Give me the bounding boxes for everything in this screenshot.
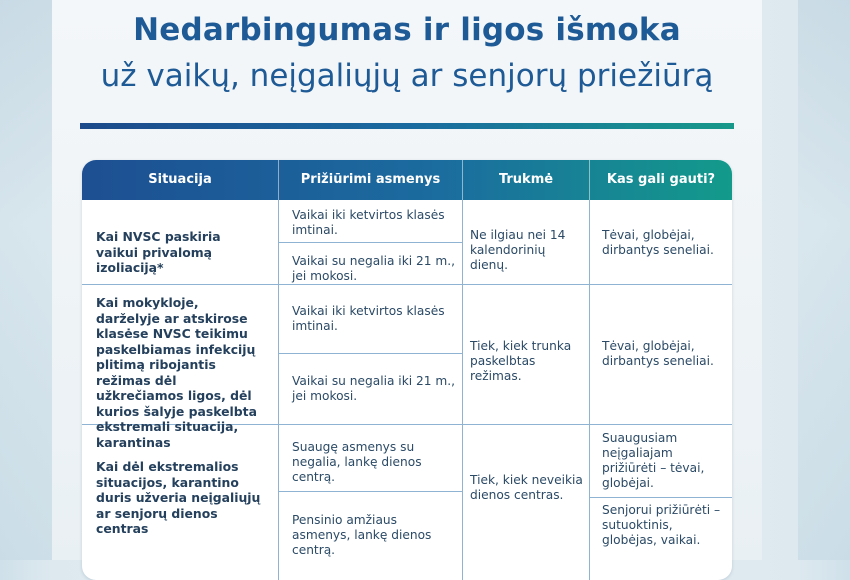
header-persons: Prižiūrimi asmenys — [300, 172, 441, 187]
sub-row-divider — [278, 491, 462, 492]
header-divider — [278, 160, 279, 200]
sub-row-divider — [278, 242, 462, 243]
row1-person-1: Vaikai iki ketvirtos klasės imtinai. — [292, 208, 445, 237]
header-divider — [589, 160, 590, 200]
row3-person-2: Pensinio amžiaus asmenys, lankę dienos centrą. — [292, 513, 432, 557]
row2-duration: Tiek, kiek trunka paskelbtas režimas. — [470, 339, 572, 383]
infographic-card — [52, 0, 762, 560]
title-line-1: Nedarbingumas ir ligos išmoka — [133, 12, 681, 48]
sub-row-divider — [278, 353, 462, 354]
row1-duration: Ne ilgiau nei 14 kalendorinių dienų. — [470, 228, 566, 272]
row1-eligible: Tėvai, globėjai, dirbantys seneliai. — [602, 228, 714, 257]
benefits-table — [82, 160, 732, 580]
row2-person-1: Vaikai iki ketvirtos klasės imtinai. — [292, 304, 445, 333]
header-eligible: Kas gali gauti? — [606, 172, 716, 187]
row1-person-2: Vaikai su negalia iki 21 m., jei mokosi. — [292, 254, 456, 283]
table-header — [82, 160, 732, 200]
column-divider — [589, 200, 590, 580]
row3-eligible-1: Suaugusiam neįgaliajam prižiūrėti – tėvai, globėjai. — [602, 431, 705, 490]
title-divider — [80, 123, 734, 129]
row3-situation: Kai dėl ekstremalios situacijos, karantino duris užveria neįgaliųjų ar senjorų dienos centras — [96, 459, 261, 536]
row1-situation: Kai NVSC paskiria vaikui privalomą izoliaciją* — [96, 229, 221, 275]
row-divider — [82, 284, 732, 285]
row3-duration: Tiek, kiek neveikia dienos centras. — [470, 473, 583, 502]
header-situation: Situacija — [148, 172, 212, 187]
background-blur-left — [0, 0, 52, 560]
row3-eligible-2: Senjorui prižiūrėti – sutuoktinis, globėjas, vaikai. — [602, 503, 721, 547]
sub-row-divider — [589, 497, 732, 498]
column-divider — [278, 200, 279, 580]
header-duration: Trukmė — [498, 172, 554, 187]
row2-situation: Kai mokykloje, darželyje ar atskirose klasėse NVSC teikimu paskelbiamas infekcijų plitimą ribojantis režimas dėl užkrečiamos ligos, dėl kurios šalyje paskelbta ekstremali situacija, karantinas — [96, 295, 257, 450]
row3-person-1: Suaugę asmenys su negalia, lankę dienos centrą. — [292, 440, 422, 484]
background-blur-right — [798, 0, 850, 560]
row2-eligible: Tėvai, globėjai, dirbantys seneliai. — [602, 339, 714, 368]
row2-person-2: Vaikai su negalia iki 21 m., jei mokosi. — [292, 374, 456, 403]
column-divider — [462, 200, 463, 580]
header-divider — [462, 160, 463, 200]
title-line-2: už vaikų, neįgaliųjų ar senjorų priežiūrą — [100, 58, 714, 94]
